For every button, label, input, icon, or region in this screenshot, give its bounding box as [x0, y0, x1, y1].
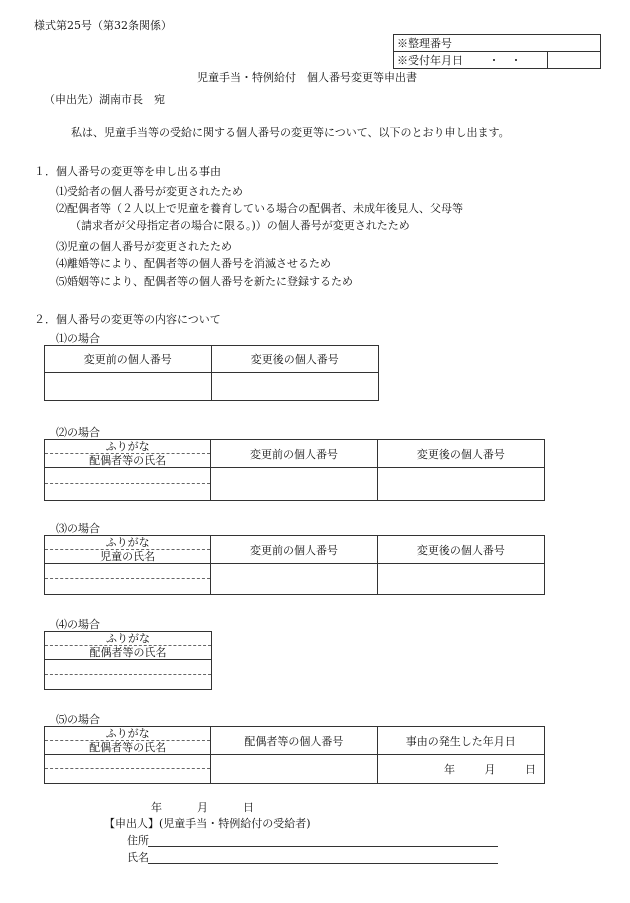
footer-date-year: 年	[151, 801, 162, 814]
receipt-date-dots: ・ ・	[488, 54, 522, 67]
addressee: （申出先）湖南市長 宛	[44, 93, 165, 106]
receipt-date-label: ※受付年月日	[397, 54, 463, 67]
name-input[interactable]	[45, 579, 210, 594]
spouse-name-label: 配偶者等の氏名	[89, 741, 167, 754]
reason-item: ⑶児童の個人番号が変更されたため	[56, 240, 232, 253]
spouse-name-header	[45, 632, 212, 660]
spouse-name-input[interactable]	[45, 660, 212, 690]
spouse-name-input[interactable]	[45, 755, 211, 784]
form-code: 様式第25号（第32条関係）	[34, 19, 172, 32]
applicant-label: 【申出人】(児童手当・特例給付の受給者)	[104, 817, 311, 830]
section2-heading: ２．個人番号の変更等の内容について	[34, 313, 221, 326]
before-number-input[interactable]	[211, 564, 377, 595]
receipt-box	[393, 34, 601, 69]
child-name-input[interactable]	[45, 564, 211, 595]
month-label: 月	[484, 763, 496, 776]
case3-label: ⑶の場合	[56, 522, 100, 535]
name-input[interactable]	[45, 484, 210, 500]
address-line[interactable]	[148, 846, 498, 847]
after-number-input[interactable]	[211, 373, 379, 401]
reason-item: ⑴受給者の個人番号が変更されたため	[56, 185, 243, 198]
spouse-name-input[interactable]	[45, 468, 211, 501]
after-number-header: 変更後の個人番号	[377, 536, 544, 564]
furigana-input[interactable]	[45, 468, 210, 484]
address-label: 住所	[127, 834, 149, 847]
event-date-header: 事由の発生した年月日	[377, 727, 544, 755]
event-date-input[interactable]	[377, 755, 544, 784]
case2-label: ⑵の場合	[56, 426, 100, 439]
name-line[interactable]	[148, 863, 498, 864]
spouse-name-label: 配偶者等の氏名	[89, 646, 167, 659]
furigana-label: ふりがな	[45, 727, 210, 741]
case5-table	[44, 726, 545, 784]
case1-table	[44, 345, 379, 401]
spouse-name-header	[45, 440, 211, 468]
before-number-header: 変更前の個人番号	[45, 346, 212, 373]
reason-item: ⑷離婚等により、配偶者等の個人番号を消滅させるため	[56, 257, 331, 270]
spouse-number-header: 配偶者等の個人番号	[211, 727, 377, 755]
child-name-header	[45, 536, 211, 564]
furigana-input[interactable]	[45, 660, 211, 675]
after-number-header: 変更後の個人番号	[211, 346, 379, 373]
spouse-name-label: 配偶者等の氏名	[89, 454, 167, 467]
before-number-input[interactable]	[211, 468, 377, 501]
after-number-header: 変更後の個人番号	[377, 440, 544, 468]
intro-text: 私は、児童手当等の受給に関する個人番号の変更等について、以下のとおり申し出ます。	[71, 126, 510, 139]
after-number-input[interactable]	[377, 564, 544, 595]
furigana-input[interactable]	[45, 755, 210, 769]
reason-item: ⑵配偶者等（２人以上で児童を養育している場合の配偶者、未成年後見人、父母等	[56, 202, 463, 215]
name-input[interactable]	[45, 675, 211, 689]
day-label: 日	[525, 763, 536, 776]
before-number-header: 変更前の個人番号	[211, 440, 377, 468]
name-label: 氏名	[127, 851, 149, 864]
case4-label: ⑷の場合	[56, 618, 100, 631]
name-input[interactable]	[45, 769, 210, 783]
before-number-header: 変更前の個人番号	[211, 536, 377, 564]
case5-label: ⑸の場合	[56, 713, 100, 726]
case4-table	[44, 631, 212, 690]
footer-date-day: 日	[243, 801, 254, 814]
year-label: 年	[444, 763, 455, 776]
reason-item: ⑸婚姻等により、配偶者等の個人番号を新たに登録するため	[56, 275, 353, 288]
receipt-extra-cell[interactable]	[547, 52, 600, 69]
furigana-label: ふりがな	[45, 536, 210, 550]
document-title: 児童手当・特例給付 個人番号変更等申出書	[197, 71, 417, 84]
before-number-input[interactable]	[45, 373, 212, 401]
case3-table	[44, 535, 545, 595]
spouse-number-input[interactable]	[211, 755, 377, 784]
spouse-name-header	[45, 727, 211, 755]
receipt-number-label: ※整理番号	[394, 35, 601, 52]
section1-heading: １．個人番号の変更等を申し出る事由	[34, 165, 221, 178]
furigana-label: ふりがな	[45, 632, 211, 646]
receipt-date-cell[interactable]	[394, 52, 548, 69]
reason-item: （請求者が父母指定者の場合に限る。)）の個人番号が変更されたため	[70, 219, 410, 232]
case1-label: ⑴の場合	[56, 332, 100, 345]
child-name-label: 児童の氏名	[100, 550, 156, 563]
footer-date-month: 月	[197, 801, 208, 814]
after-number-input[interactable]	[377, 468, 544, 501]
furigana-input[interactable]	[45, 564, 210, 579]
case2-table	[44, 439, 545, 501]
furigana-label: ふりがな	[45, 440, 210, 454]
